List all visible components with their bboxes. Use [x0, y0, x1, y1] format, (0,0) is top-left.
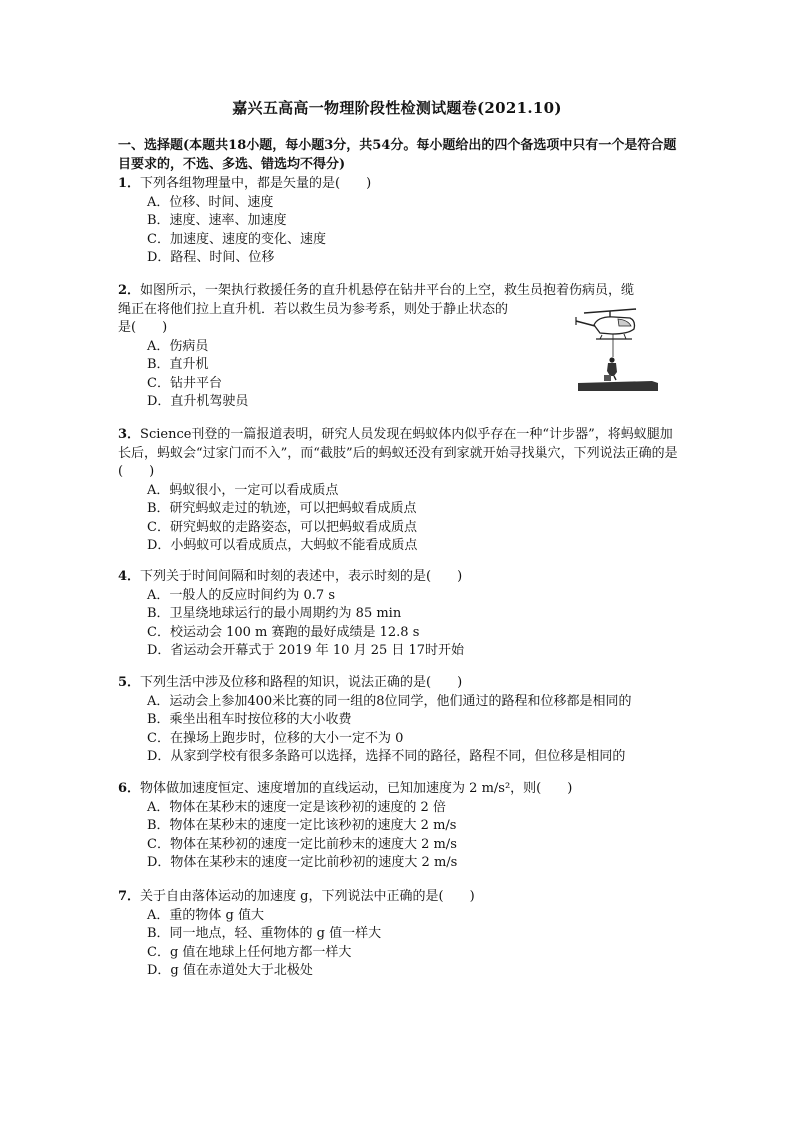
section-heading: 一、选择题(本题共18小题，每小题3分，共54分。每小题给出的四个备选项中只有一个是符合题目要求的，不选、多选、错选均不得分)	[118, 138, 677, 172]
option-list	[118, 194, 683, 268]
option-d: D．物体在某秒末的速度一定比前秒初的速度大 2 m/s	[147, 855, 458, 870]
option-b: B．直升机	[147, 357, 209, 372]
option-a: A．运动会上参加400米比赛的同一组的8位同学，他们通过的路程和位移都是相同的	[147, 693, 632, 709]
option-c: C．在操场上跑步时，位移的大小一定不为 0	[147, 730, 404, 746]
question-stem-line: 绳正在将他们拉上直升机．若以救生员为参考系，则处于静止状态的	[118, 301, 509, 317]
exam-title: 嘉兴五高高一物理阶段性检测试题卷(2021.10)	[232, 99, 562, 117]
option-a: A．物体在某秒末的速度一定是该秒初的速度的 2 倍	[147, 799, 446, 815]
option-list	[118, 799, 683, 873]
question-7	[118, 888, 683, 981]
question-number: 5．	[118, 675, 141, 690]
option-b: B．卫星绕地球运行的最小周期约为 85 min	[147, 606, 402, 621]
option-a: A．伤病员	[147, 338, 209, 354]
question-number: 7．	[118, 889, 141, 904]
option-c: C．物体在某秒初的速度一定比前秒末的速度大 2 m/s	[147, 836, 457, 852]
question-stem: 4．下列关于时间间隔和时刻的表述中，表示时刻的是( )	[118, 569, 463, 584]
option-b: B．研究蚂蚁走过的轨迹，可以把蚂蚁看成质点	[147, 501, 417, 516]
option-b: B．物体在某秒末的速度一定比该秒初的速度大 2 m/s	[147, 818, 457, 833]
option-b: B．速度、速率、加速度	[147, 213, 287, 228]
option-b: B．同一地点，轻、重物体的 g 值一样大	[147, 926, 382, 941]
question-3	[118, 426, 683, 556]
question-4	[118, 568, 683, 661]
question-stem-line: 是( )	[118, 320, 168, 335]
option-b: B．乘坐出租车时按位移的大小收费	[147, 712, 352, 727]
option-c: C．加速度、速度的变化、速度	[147, 231, 326, 247]
option-d: D．路程、时间、位移	[147, 250, 275, 265]
option-list	[118, 587, 683, 661]
question-5	[118, 674, 683, 767]
option-list	[118, 693, 683, 767]
question-6	[118, 780, 683, 873]
option-d: D．从家到学校有很多条路可以选择，选择不同的路径，路程不同，但位移是相同的	[147, 749, 626, 764]
option-c: C．钻井平台	[147, 375, 222, 391]
option-c: C．研究蚂蚁的走路姿态，可以把蚂蚁看成质点	[147, 519, 417, 535]
question-number: 1．	[118, 176, 141, 191]
option-d: D．直升机驾驶员	[147, 394, 249, 409]
option-a: A．蚂蚁很小，一定可以看成质点	[147, 482, 339, 498]
helicopter-rescue-figure	[574, 305, 664, 393]
question-number: 3．	[118, 427, 141, 442]
question-stem: 6．物体做加速度恒定、速度增加的直线运动，已知加速度为 2 m/s²，则( )	[118, 781, 573, 796]
question-number: 6．	[118, 781, 141, 796]
option-a: A．位移、时间、速度	[147, 194, 274, 210]
question-number: 4．	[118, 569, 141, 584]
question-stem: 3．Science刊登的一篇报道表明，研究人员发现在蚂蚁体内似乎存在一种“计步器”，将蚂蚁腿加长后，蚂蚁会“过家门而不入”，而“截肢”后的蚂蚁还没有到家就开始寻找巢穴，下列说法正确的是( )	[118, 427, 678, 479]
option-a: A．一般人的反应时间约为 0.7 s	[147, 587, 335, 603]
option-d: D．省运动会开幕式于 2019 年 10 月 25 日 17时开始	[147, 643, 465, 658]
option-c: C．校运动会 100 m 赛跑的最好成绩是 12.8 s	[147, 624, 420, 640]
question-number: 2．	[118, 283, 141, 298]
question-stem: 1．下列各组物理量中，都是矢量的是( )	[118, 176, 372, 191]
option-c: C．g 值在地球上任何地方都一样大	[147, 944, 352, 960]
question-stem: 5．下列生活中涉及位移和路程的知识，说法正确的是( )	[118, 675, 463, 690]
question-stem: 2．如图所示，一架执行救援任务的直升机悬停在钻井平台的上空，救生员抱着伤病员，缆	[118, 283, 635, 298]
option-list	[118, 482, 683, 556]
question-1	[118, 175, 683, 268]
option-d: D．小蚂蚁可以看成质点，大蚂蚁不能看成质点	[147, 538, 418, 553]
option-a: A．重的物体 g 值大	[147, 907, 264, 923]
option-d: D．g 值在赤道处大于北极处	[147, 963, 313, 978]
option-list	[118, 907, 683, 981]
question-stem: 7．关于自由落体运动的加速度 g，下列说法中正确的是( )	[118, 889, 475, 904]
